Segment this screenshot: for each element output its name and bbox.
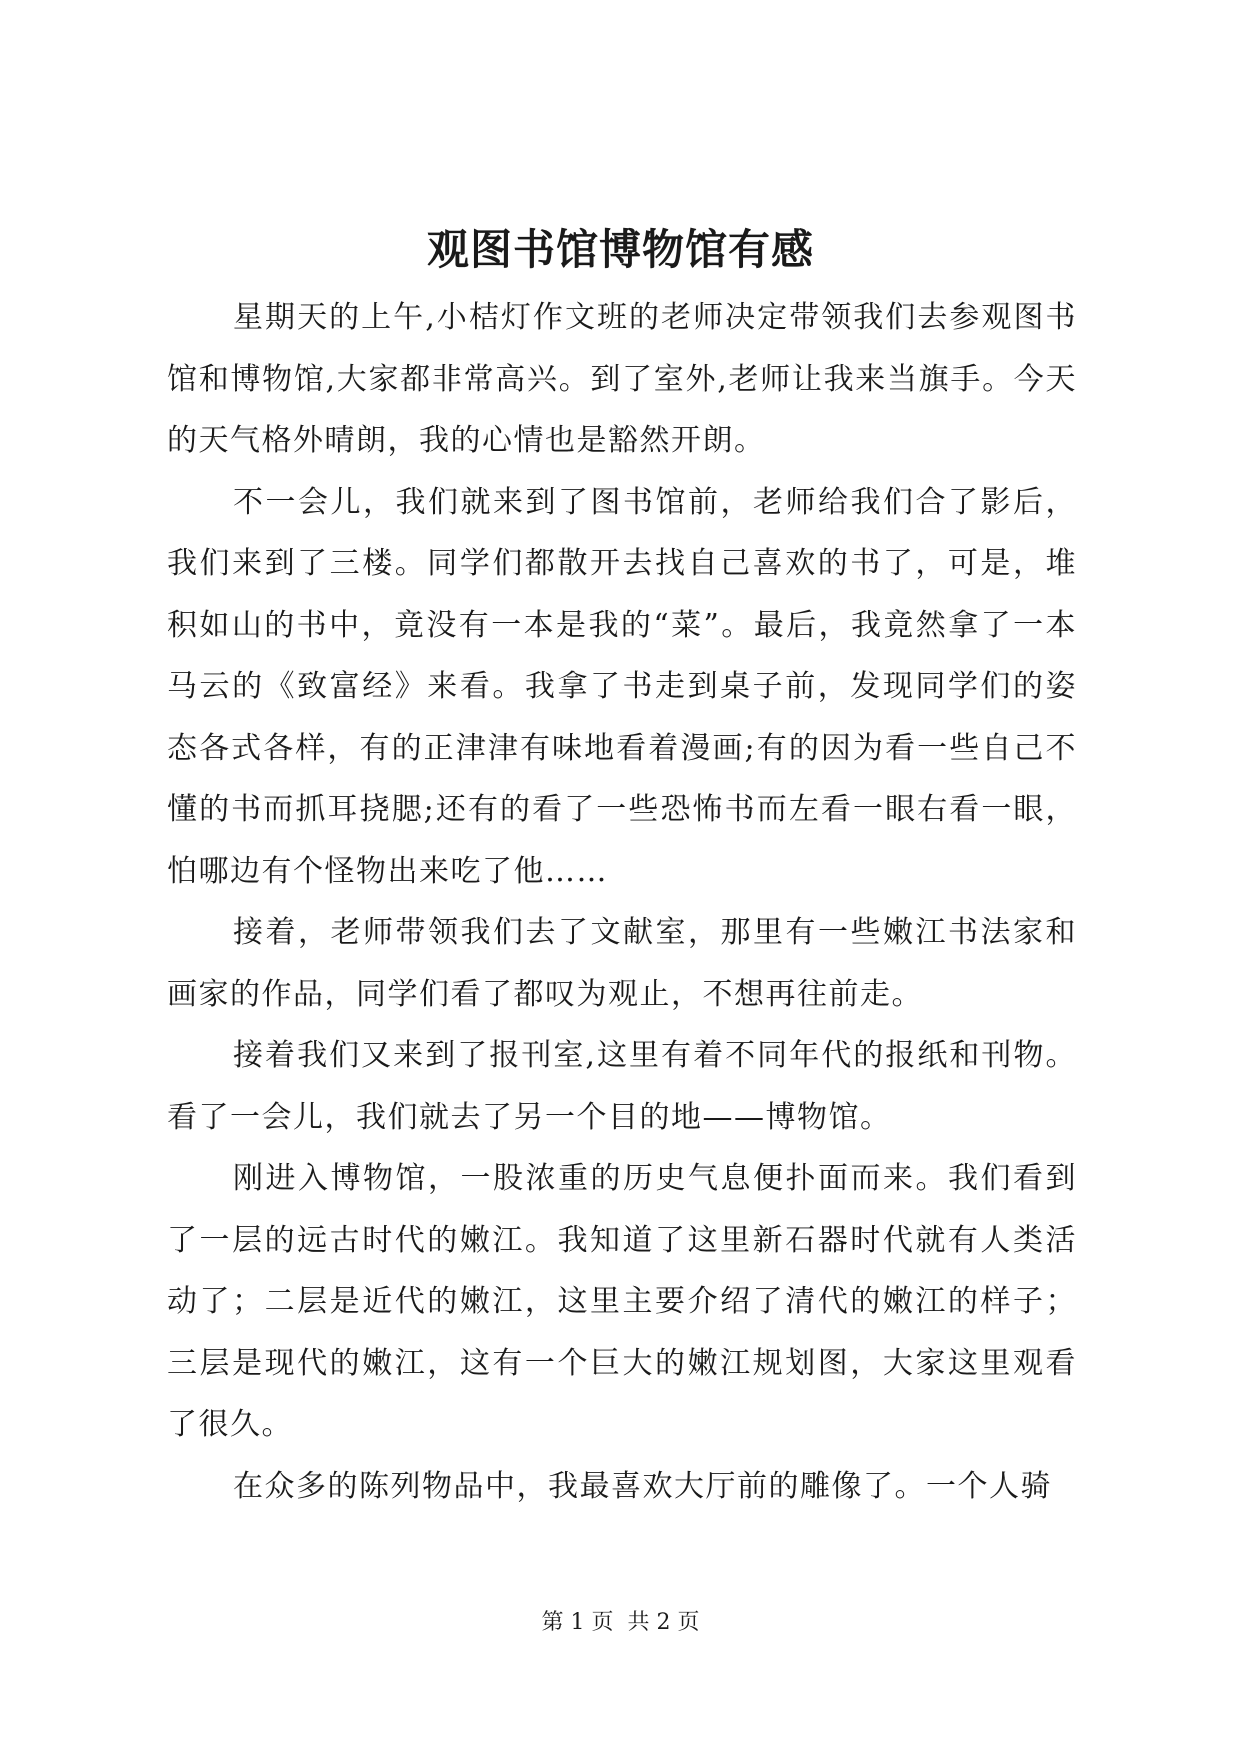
document-body: [167, 287, 1077, 1517]
document-title: 观图书馆博物馆有感: [426, 225, 814, 274]
paragraph: 接着我们又来到了报刊室,这里有着不同年代的报纸和刊物。看了一会儿，我们就去了另一个目的地——博物馆。: [167, 1038, 1077, 1135]
paragraph: 刚进入博物馆，一股浓重的历史气息便扑面而来。我们看到了一层的远古时代的嫩江。我知道了这里新石器时代就有人类活动了；二层是近代的嫩江，这里主要介绍了清代的嫩江的样子；三层是现代的嫩江，这有一个巨大的嫩江规划图，大家这里观看了很久。: [167, 1161, 1077, 1442]
paragraph: 星期天的上午,小桔灯作文班的老师决定带领我们去参观图书馆和博物馆,大家都非常高兴。到了室外,老师让我来当旗手。今天的天气格外晴朗，我的心情也是豁然开朗。: [167, 300, 1077, 458]
page-footer: 第 1 页 共 2 页: [541, 1610, 700, 1635]
paragraph: 不一会儿，我们就来到了图书馆前，老师给我们合了影后，我们来到了三楼。同学们都散开去找自己喜欢的书了，可是，堆积如山的书中，竟没有一本是我的“菜”。最后，我竟然拿了一本马云的《致富经》来看。我拿了书走到桌子前，发现同学们的姿态各式各样，有的正津津有味地看着漫画;有的因为看一些自己不懂的书而抓耳挠腮;还有的看了一些恐怖书而左看一眼右看一眼，怕哪边有个怪物出来吃了他……: [167, 484, 1077, 889]
paragraph: 在众多的陈列物品中，我最喜欢大厅前的雕像了。一个人骑: [233, 1468, 1052, 1504]
paragraph: 接着，老师带领我们去了文献室，那里有一些嫩江书法家和画家的作品，同学们看了都叹为观止，不想再往前走。: [167, 915, 1077, 1012]
